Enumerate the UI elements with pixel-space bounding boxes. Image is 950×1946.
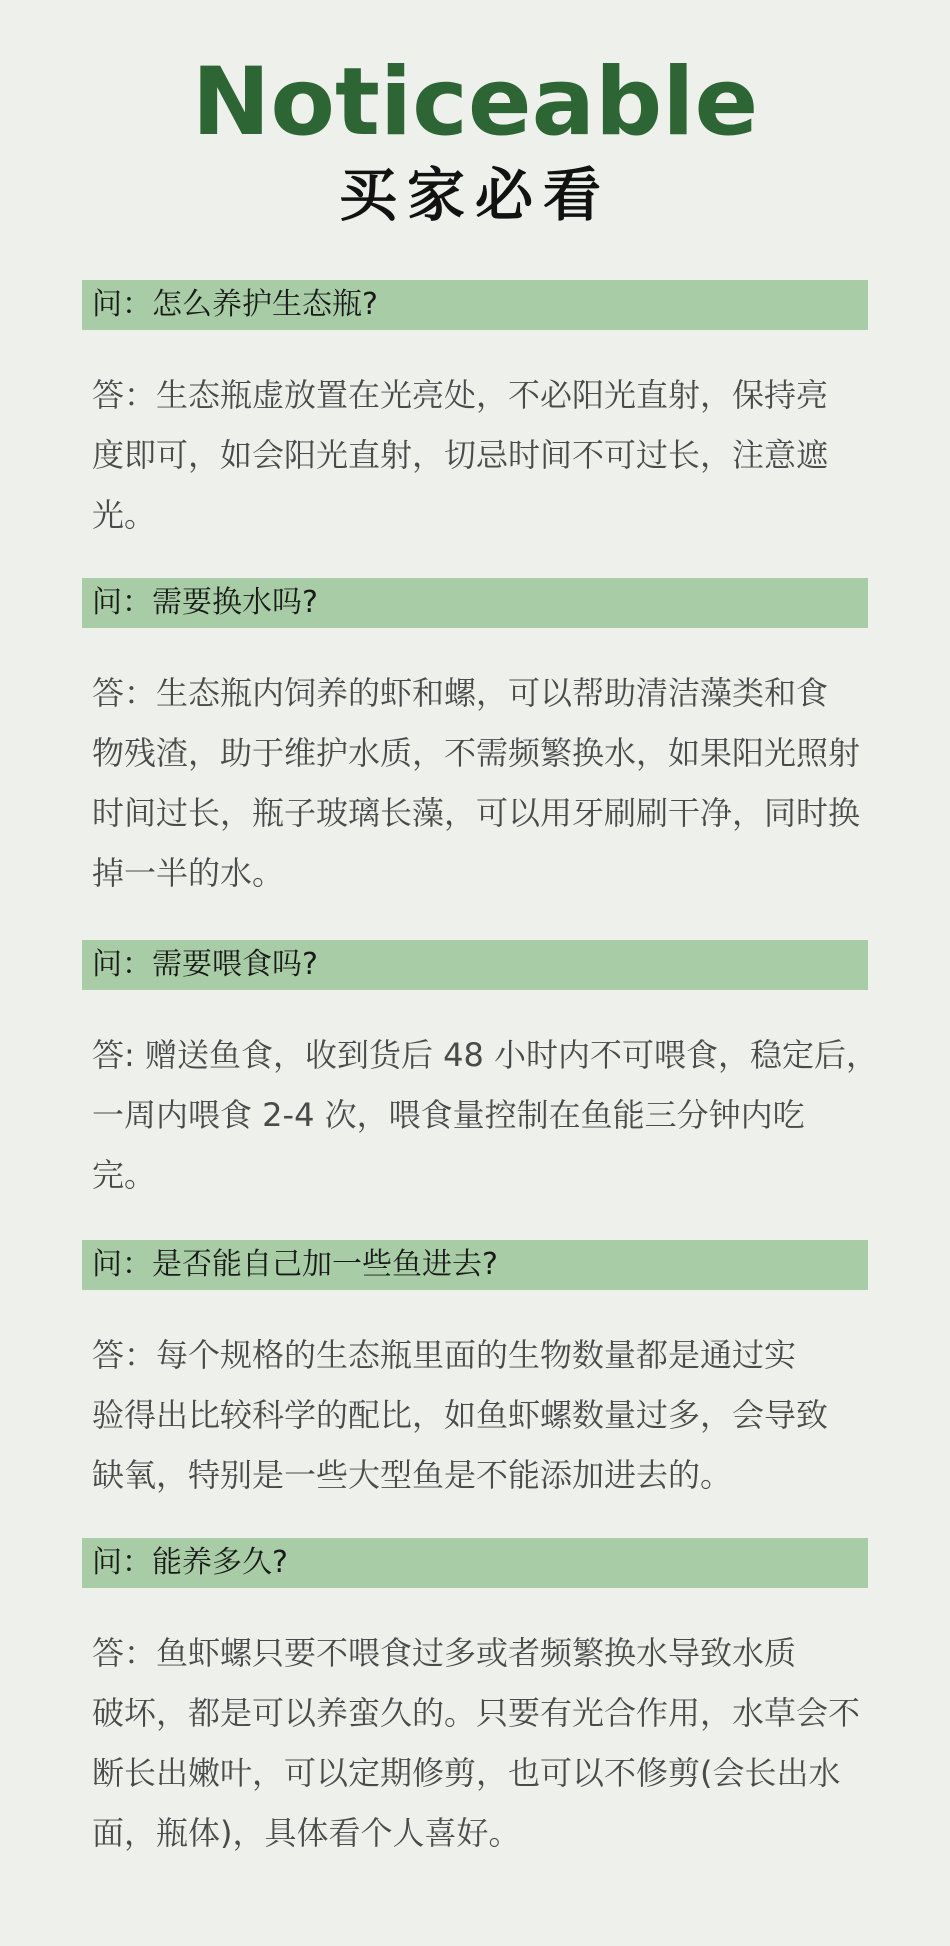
answer-line: 完。 — [92, 1156, 157, 1194]
answer-line: 答：生态瓶内饲养的虾和螺，可以帮助清洁藻类和食 — [92, 674, 829, 712]
answer-text — [92, 365, 862, 545]
answer-line: 答：每个规格的生态瓶里面的生物数量都是通过实 — [92, 1336, 797, 1374]
question-text: 问：需要换水吗? — [92, 585, 318, 620]
answer-text — [92, 1623, 862, 1863]
answer-line: 验得出比较科学的配比，如鱼虾螺数量过多，会导致 — [92, 1396, 829, 1434]
answer-line: 破坏，都是可以养蛮久的。只要有光合作用，水草会不 — [92, 1694, 861, 1732]
answer-line: 答：生态瓶虚放置在光亮处，不必阳光直射，保持亮 — [92, 376, 829, 414]
title-chinese: 买家必看 — [338, 161, 611, 229]
question-bar — [82, 578, 868, 628]
answer-line: 缺氧，特别是一些大型鱼是不能添加进去的。 — [92, 1456, 733, 1494]
answer-line: 答：鱼虾螺只要不喂食过多或者频繁换水导致水质 — [92, 1634, 797, 1672]
answer-text — [92, 663, 862, 903]
answer-line: 面，瓶体)，具体看个人喜好。 — [92, 1814, 521, 1852]
question-bar — [82, 940, 868, 990]
question-text: 问：能养多久? — [92, 1545, 288, 1580]
question-bar — [82, 1538, 868, 1588]
answer-line: 答: 赠送鱼食，收到货后 48 小时内不可喂食，稳定后， — [92, 1036, 879, 1074]
title-english: Noticeable — [191, 48, 759, 157]
question-text: 问：需要喂食吗? — [92, 947, 318, 982]
answer-line: 度即可，如会阳光直射，切忌时间不可过长，注意遮 — [92, 436, 829, 474]
answer-line: 物残渣，助于维护水质，不需频繁换水，如果阳光照射 — [92, 734, 861, 772]
header — [0, 48, 950, 230]
answer-line: 一周内喂食 2-4 次，喂食量控制在鱼能三分钟内吃 — [92, 1096, 805, 1134]
answer-line: 掉一半的水。 — [92, 854, 285, 892]
question-bar — [82, 280, 868, 330]
question-text: 问：怎么养护生态瓶? — [92, 287, 378, 322]
answer-line: 光。 — [92, 496, 157, 534]
question-bar — [82, 1240, 868, 1290]
answer-text — [92, 1025, 879, 1205]
answer-text — [92, 1325, 862, 1505]
answer-line: 断长出嫩叶，可以定期修剪，也可以不修剪(会长出水 — [92, 1754, 841, 1792]
answer-line: 时间过长，瓶子玻璃长藻，可以用牙刷刷干净，同时换 — [92, 794, 861, 832]
question-text: 问：是否能自己加一些鱼进去? — [92, 1247, 498, 1282]
